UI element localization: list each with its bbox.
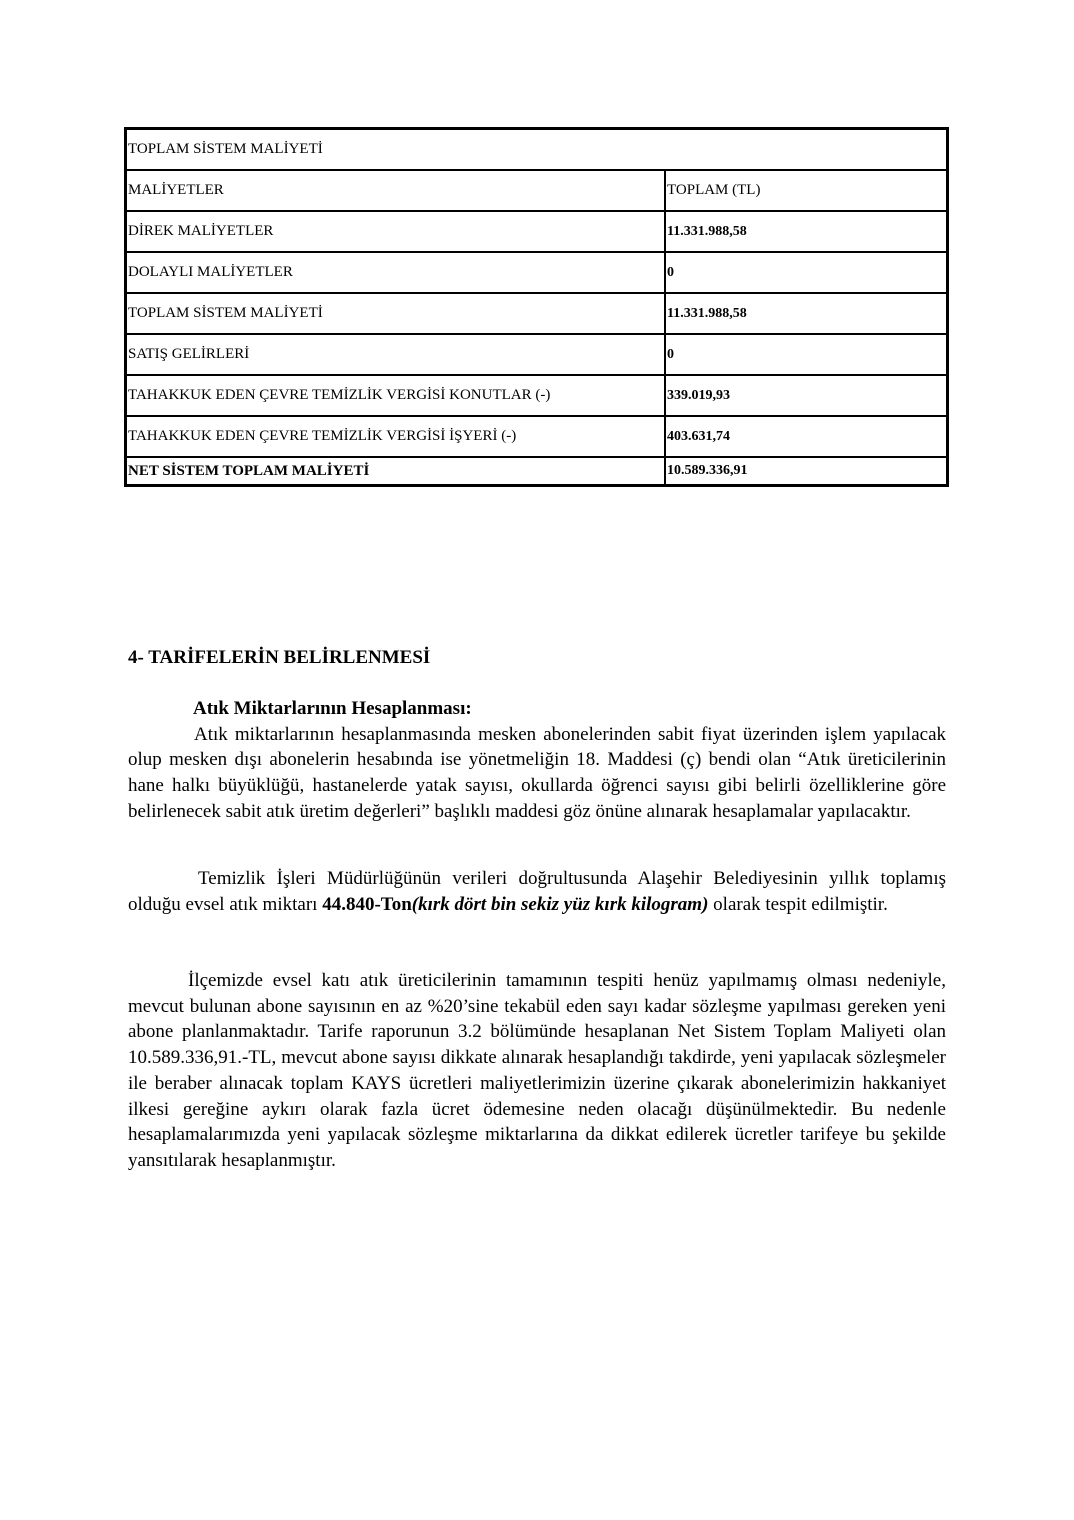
paragraph-waste-calculation [128, 696, 946, 825]
table-total-row [126, 457, 947, 485]
row-label: TAHAKKUK EDEN ÇEVRE TEMİZLİK VERGİSİ İŞYERİ (-) [126, 416, 665, 457]
paragraph-text: olarak tespit edilmiştir. [708, 893, 888, 915]
section-heading: 4- TARİFELERİN BELİRLENMESİ [128, 647, 431, 668]
row-value: 339.019,93 [665, 375, 947, 416]
header-value: TOPLAM (TL) [665, 170, 947, 211]
paragraph-text: Temizlik İşleri Müdürlüğünün verileri doğrultusunda Alaşehir Belediyesinin yıllık toplamış olduğu evsel atık miktarı [128, 868, 946, 915]
row-label: DOLAYLI MALİYETLER [126, 252, 665, 293]
paragraph-waste-amount [128, 866, 946, 917]
table-row [126, 211, 947, 252]
waste-amount-words: (kırk dört bin sekiz yüz kırk kilogram) [411, 893, 709, 915]
header-label: MALİYETLER [126, 170, 665, 211]
table-header-row [126, 170, 947, 211]
row-value: 11.331.988,58 [665, 211, 947, 252]
table-row [126, 375, 947, 416]
paragraph-text: Atık miktarlarının hesaplanmasında mesken abonelerinden sabit fiyat üzerinden işlem yapılacak olup mesken dışı abonelerin hesabında ise yönetmeliğin 18. Maddesi (ç) bendi olan “Atık üreticilerinin hane halkı büyüklüğü, hastanelerde yatak sayısı, okullarda öğrenci sayısı gibi belirli özelliklerine göre belirlenecek sabit atık üretim değerleri” başlıklı maddesi göz önüne alınarak hesaplamalar yapılacaktır. [128, 723, 946, 822]
table-row [126, 293, 947, 334]
row-label: SATIŞ GELİRLERİ [126, 334, 665, 375]
cost-table [124, 127, 949, 487]
table-row [126, 416, 947, 457]
row-value: 403.631,74 [665, 416, 947, 457]
table-row [126, 252, 947, 293]
subheading: Atık Miktarlarının Hesaplanması: [193, 698, 472, 719]
total-value: 10.589.336,91 [665, 457, 947, 485]
row-label: DİREK MALİYETLER [126, 211, 665, 252]
paragraph-subscribers: İlçemizde evsel katı atık üreticilerinin tamamının tespiti henüz yapılmamış olması nedeniyle, mevcut bulunan abone sayısının en az %20’sine tekabül eden sayı kadar sözleşme yapılması gereken yeni abone planlanmaktadır. Tarife raporunun 3.2 bölümünde hesaplanan Net Sistem Toplam Maliyeti olan 10.589.336,91.-TL, mevcut abone sayısı dikkate alınarak hesaplandığı takdirde, yeni yapılacak sözleşmeler ile beraber alınacak toplam KAYS ücretleri maliyetlerimizin üzerine çıkarak abonelerimizin hakkaniyet ilkesi gereğine aykırı olarak fazla ücret ödemesine neden olacağı düşünülmektedir. Bu nedenle hesaplamalarımızda yeni yapılacak sözleşme miktarlarına da dikkat edilerek ücretler tarifeye bu şekilde yansıtılarak hesaplanmıştır. [128, 970, 946, 1171]
table-row [126, 334, 947, 375]
row-label: TOPLAM SİSTEM MALİYETİ [126, 293, 665, 334]
row-label: TAHAKKUK EDEN ÇEVRE TEMİZLİK VERGİSİ KONUTLAR (-) [126, 375, 665, 416]
total-label: NET SİSTEM TOPLAM MALİYETİ [126, 457, 665, 485]
waste-amount: 44.840-Ton [322, 893, 412, 915]
table-title: TOPLAM SİSTEM MALİYETİ [126, 129, 947, 170]
table-title-row [126, 129, 947, 170]
row-value: 0 [665, 252, 947, 293]
row-value: 11.331.988,58 [665, 293, 947, 334]
row-value: 0 [665, 334, 947, 375]
